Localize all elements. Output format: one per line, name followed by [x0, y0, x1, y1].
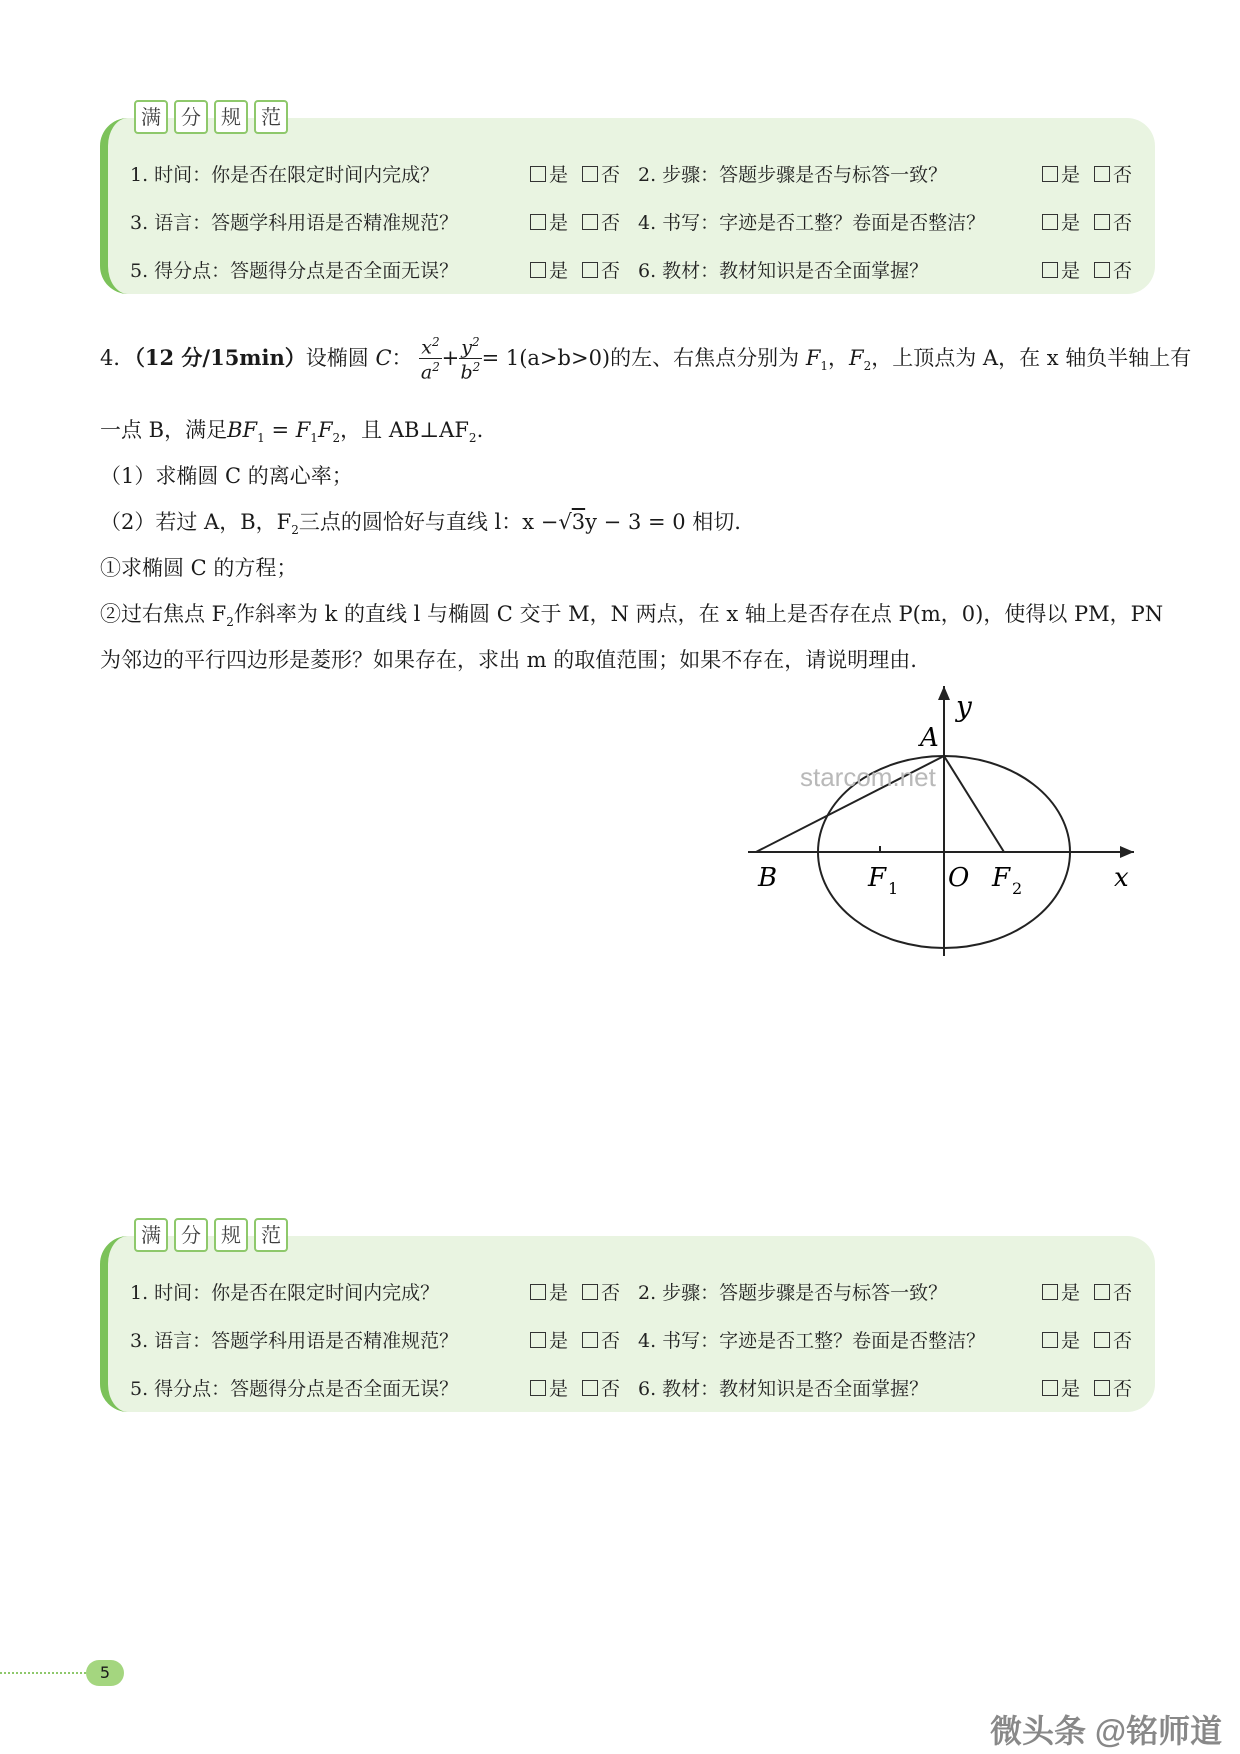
problem-line-2: 一点 B，满足$BF_1 = F_1F_2$，且 $AB\perp AF_2$.: [100, 418, 484, 446]
yes-label: 是: [549, 1378, 569, 1400]
tab-man: 满: [134, 100, 168, 134]
no-label: 否: [1113, 1378, 1133, 1400]
yes-label: 是: [1061, 1330, 1081, 1352]
yes-checkbox[interactable]: [530, 1332, 546, 1348]
label-F1-sub: 1: [888, 879, 899, 898]
question-language: 3. 语言：答题学科用语是否精准规范？: [130, 212, 459, 234]
choice-group: [1042, 160, 1132, 187]
checklist-panel-bottom: [100, 1218, 1155, 1414]
no-checkbox[interactable]: [1094, 214, 1110, 230]
no-checkbox[interactable]: [1094, 1332, 1110, 1348]
no-label: 否: [601, 164, 621, 186]
choice-group: [1042, 1326, 1132, 1353]
question-score-points: 5. 得分点：答题得分点是否全面无误？: [130, 260, 459, 282]
x-axis-arrow: [1120, 846, 1134, 858]
question-writing: 4. 书写：字迹是否工整？卷面是否整洁？: [638, 212, 986, 234]
fraction-x: $\frac{x^2}{a^2}$: [420, 335, 440, 384]
problem-line2-rest: ，且 AB⊥AF: [340, 418, 469, 442]
tab-gui: 规: [214, 1218, 248, 1252]
problem-score: （12 分/15min）: [134, 344, 306, 370]
question-textbook: 6. 教材：教材知识是否全面掌握？: [638, 260, 929, 282]
question-steps: 2. 步骤：答题步骤是否与标答一致？: [638, 1282, 948, 1304]
no-label: 否: [1113, 164, 1133, 186]
no-label: 否: [601, 212, 621, 234]
no-label: 否: [601, 1282, 621, 1304]
choice-group: [530, 160, 620, 187]
no-label: 否: [601, 1330, 621, 1352]
page-number-line: [0, 1672, 90, 1676]
label-F1: F: [868, 863, 887, 893]
ellipse-diagram: [748, 686, 1134, 962]
no-label: 否: [1113, 1282, 1133, 1304]
choice-group: [530, 1374, 620, 1401]
no-checkbox[interactable]: [1094, 262, 1110, 278]
no-checkbox[interactable]: [1094, 1284, 1110, 1300]
sub2-b: 作斜率为 k 的直线 l 与椭圆 C 交于 M，N 两点，在 x 轴上是否存在点 P(m，0)，使得以 PM，PN: [233, 602, 1164, 626]
no-label: 否: [601, 260, 621, 282]
tab-gui: 规: [214, 100, 248, 134]
problem-sub2-line1: ②过右焦点 $F_2$作斜率为 k 的直线 l 与椭圆 C 交于 M，N 两点，在 x 轴上是否存在点 P(m，0)，使得以 PM，PN: [100, 602, 1164, 630]
yes-checkbox[interactable]: [530, 1284, 546, 1300]
problem-sub1: ①求椭圆 C 的方程；: [100, 556, 298, 580]
label-y: y: [956, 690, 972, 723]
question-steps: 2. 步骤：答题步骤是否与标答一致？: [638, 164, 948, 186]
label-A: A: [920, 723, 939, 753]
no-checkbox[interactable]: [582, 1284, 598, 1300]
sqrt-symbol: √3: [558, 510, 586, 534]
no-checkbox[interactable]: [1094, 1380, 1110, 1396]
no-label: 否: [1113, 212, 1133, 234]
problem-line2-text: 一点 B，满足: [100, 418, 228, 442]
question-score-points: 5. 得分点：答题得分点是否全面无误？: [130, 1378, 459, 1400]
yes-label: 是: [549, 164, 569, 186]
ellipse-figure: [748, 686, 1134, 962]
choice-group: [1042, 1278, 1132, 1305]
yes-label: 是: [1061, 164, 1081, 186]
no-checkbox[interactable]: [582, 262, 598, 278]
question-textbook: 6. 教材：教材知识是否全面掌握？: [638, 1378, 929, 1400]
tab-fen: 分: [174, 1218, 208, 1252]
colon: ：: [391, 345, 413, 370]
checklist-tabs: [134, 1218, 294, 1252]
tab-man: 满: [134, 1218, 168, 1252]
label-F2-sub: 2: [1012, 879, 1023, 898]
no-label: 否: [1113, 260, 1133, 282]
tab-fan: 范: [254, 1218, 288, 1252]
problem-number: 4．: [100, 345, 135, 370]
tab-fan: 范: [254, 100, 288, 134]
no-checkbox[interactable]: [582, 1332, 598, 1348]
problem-sub2-line2: 为邻边的平行四边形是菱形？如果存在，求出 m 的取值范围；如果不存在，请说明理由.: [100, 648, 917, 672]
figure-watermark: starcom.net: [800, 762, 936, 792]
yes-checkbox[interactable]: [1042, 1284, 1058, 1300]
yes-label: 是: [1061, 1282, 1081, 1304]
choice-group: [530, 1326, 620, 1353]
page-number-badge: [0, 1660, 124, 1686]
yes-checkbox[interactable]: [1042, 262, 1058, 278]
yes-checkbox[interactable]: [1042, 166, 1058, 182]
yes-label: 是: [549, 1282, 569, 1304]
question-time: 1. 时间：你是否在限定时间内完成？: [130, 1282, 440, 1304]
brand-watermark: 微头条 @铭师道: [990, 1713, 1223, 1749]
no-label: 否: [1113, 1330, 1133, 1352]
yes-checkbox[interactable]: [530, 262, 546, 278]
checklist-tabs: [134, 100, 294, 134]
problem-intro: 设椭圆: [305, 345, 369, 370]
choice-group: [1042, 208, 1132, 235]
choice-group: [530, 256, 620, 283]
yes-label: 是: [549, 1330, 569, 1352]
no-checkbox[interactable]: [1094, 166, 1110, 182]
yes-checkbox[interactable]: [1042, 1380, 1058, 1396]
segment-AF2: [944, 756, 1004, 852]
part2-c: y − 3 = 0 相切.: [585, 510, 741, 534]
yes-label: 是: [549, 260, 569, 282]
label-O: O: [948, 863, 970, 893]
choice-group: [1042, 256, 1132, 283]
yes-checkbox[interactable]: [530, 1380, 546, 1396]
part2-b: 三点的圆恰好与直线 l：x −: [298, 510, 559, 534]
problem-line-1: 4．（12 分/15min）设椭圆 C： $\frac{x^2}{a^2}$ + $\frac{y^2}{b^2}$ = 1(a>b>0)的左、右焦点分别为 $F_1$，$F_2$，上顶点为 A，在 x 轴负半轴上有: [100, 335, 1192, 384]
part2-a: （2）若过 A，B，F: [100, 510, 292, 534]
tab-fen: 分: [174, 100, 208, 134]
no-label: 否: [601, 1378, 621, 1400]
fraction-y: $\frac{y^2}{b^2}$: [460, 335, 481, 384]
yes-label: 是: [1061, 212, 1081, 234]
yes-checkbox[interactable]: [1042, 214, 1058, 230]
yes-label: 是: [1061, 1378, 1081, 1400]
question-time: 1. 时间：你是否在限定时间内完成？: [130, 164, 440, 186]
yes-checkbox[interactable]: [530, 214, 546, 230]
problem-line1-rest: ，上顶点为 A，在 x 轴负半轴上有: [871, 345, 1192, 370]
choice-group: [530, 208, 620, 235]
checklist-panel-top: [100, 100, 1155, 296]
label-B: B: [758, 863, 778, 893]
no-checkbox[interactable]: [582, 214, 598, 230]
label-x: x: [1114, 863, 1129, 893]
choice-group: [1042, 1374, 1132, 1401]
yes-checkbox[interactable]: [1042, 1332, 1058, 1348]
problem-part1: （1）求椭圆 C 的离心率；: [100, 464, 353, 488]
question-language: 3. 语言：答题学科用语是否精准规范？: [130, 1330, 459, 1352]
yes-label: 是: [549, 212, 569, 234]
page-number: 5: [86, 1660, 124, 1686]
question-writing: 4. 书写：字迹是否工整？卷面是否整洁？: [638, 1330, 986, 1352]
label-F2: F: [992, 863, 1011, 893]
y-axis-arrow: [938, 686, 950, 700]
no-checkbox[interactable]: [582, 1380, 598, 1396]
sub2-a: ②过右焦点 F: [100, 602, 227, 626]
curve-name: C: [375, 345, 392, 370]
condition-text: (a>b>0)的左、右焦点分别为: [519, 345, 800, 370]
yes-label: 是: [1061, 260, 1081, 282]
yes-checkbox[interactable]: [530, 166, 546, 182]
problem-part2: （2）若过 A，B，$F_2$三点的圆恰好与直线 l：x −√3y − 3 = 0 相切.: [100, 510, 741, 538]
choice-group: [530, 1278, 620, 1305]
no-checkbox[interactable]: [582, 166, 598, 182]
